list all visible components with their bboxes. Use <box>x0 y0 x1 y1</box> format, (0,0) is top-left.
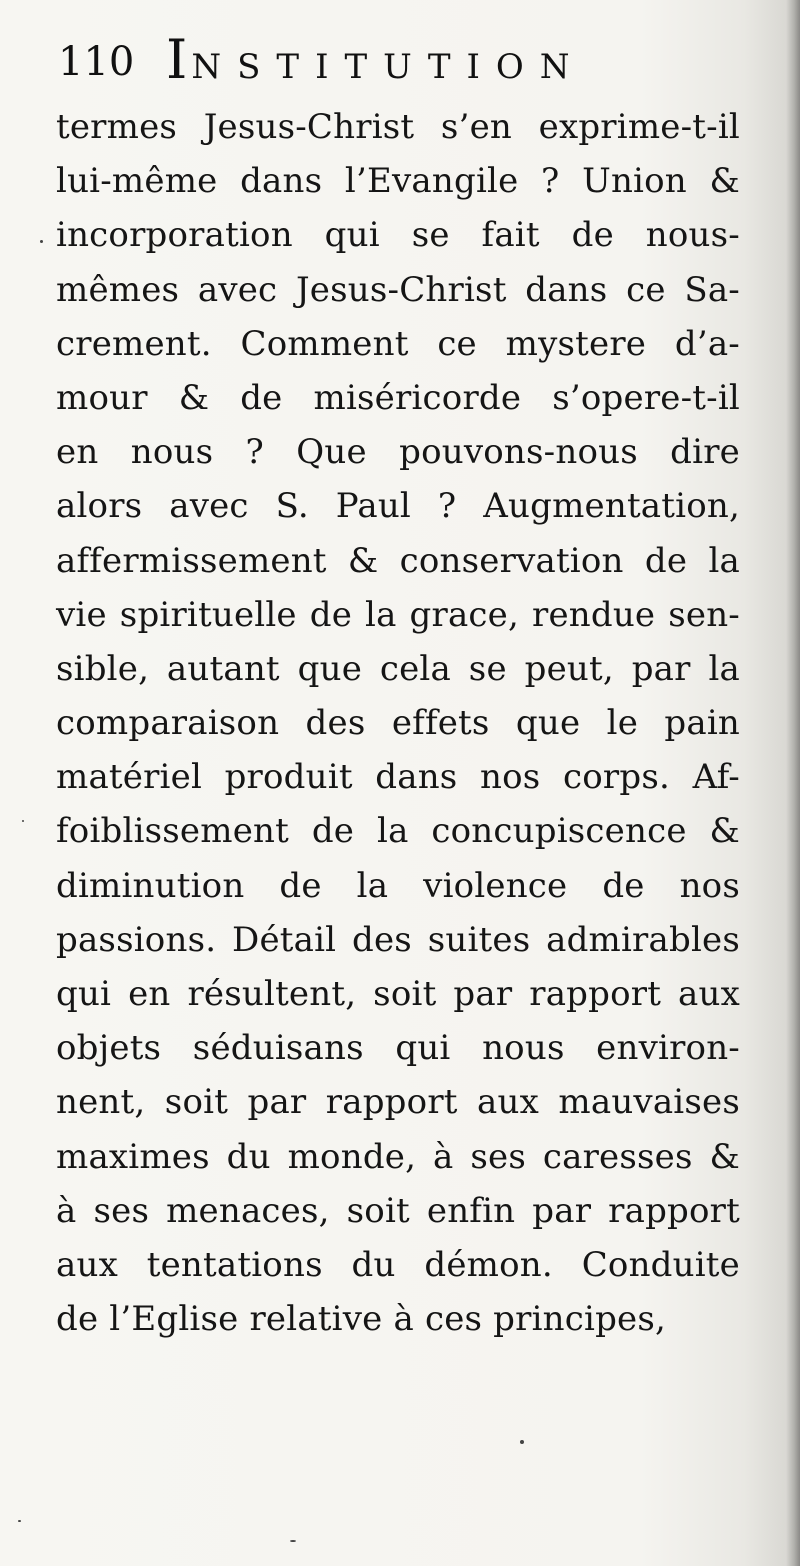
paper-speck <box>18 1520 21 1522</box>
text-line: comparaison des effets que le pain <box>56 703 740 744</box>
text-line: affermissement & conservation de la <box>56 540 740 581</box>
text-line: lui-même dans l’Evangile ? Union & <box>56 161 740 202</box>
page-number: 110 <box>58 39 135 85</box>
text-line: termes Jesus-Christ s’en exprime-t-il <box>56 107 740 147</box>
text-line: objets séduisans qui nous environ- <box>56 1028 740 1069</box>
text-line: mêmes avec Jesus-Christ dans ce Sa- <box>56 269 740 310</box>
text-line: mour & de miséricorde s’opere-t-il <box>56 377 740 418</box>
running-title <box>166 28 586 91</box>
paper-speck <box>22 820 24 822</box>
page-edge-shadow <box>786 0 800 1566</box>
text-line: aux tentations du démon. Conduite <box>56 1244 740 1285</box>
body-text <box>56 100 740 1346</box>
running-title-rest: NSTITUTION <box>191 47 586 87</box>
text-line: qui en résultent, soit par rapport aux <box>56 974 740 1014</box>
text-line: maximes du monde, à ses caresses & <box>56 1136 740 1177</box>
text-line: passions. Détail des suites admirables <box>56 919 740 960</box>
text-line: incorporation qui se fait de nous- <box>56 215 740 256</box>
text-line: de l’Eglise relative à ces principes, <box>56 1299 667 1340</box>
text-line: alors avec S. Paul ? Augmentation, <box>56 486 740 527</box>
text-line: nent, soit par rapport aux mauvaises <box>56 1082 740 1123</box>
text-line: sible, autant que cela se peut, par la <box>56 648 740 689</box>
text-line: à ses menaces, soit enfin par rapport <box>56 1190 740 1231</box>
text-line: en nous ? Que pouvons-nous dire <box>56 432 740 473</box>
text-line: foiblissement de la concupiscence & <box>56 811 740 852</box>
running-head <box>58 28 758 94</box>
paper-speck <box>520 1440 524 1444</box>
running-title-initial: I <box>166 28 192 91</box>
paper-speck <box>40 240 43 243</box>
text-line: diminution de la violence de nos <box>56 865 740 906</box>
text-line: vie spirituelle de la grace, rendue sen- <box>56 594 740 635</box>
paper-speck <box>290 1540 296 1542</box>
text-line: matériel produit dans nos corps. Af- <box>56 757 740 798</box>
text-line: crement. Comment ce mystere d’a- <box>56 323 740 364</box>
